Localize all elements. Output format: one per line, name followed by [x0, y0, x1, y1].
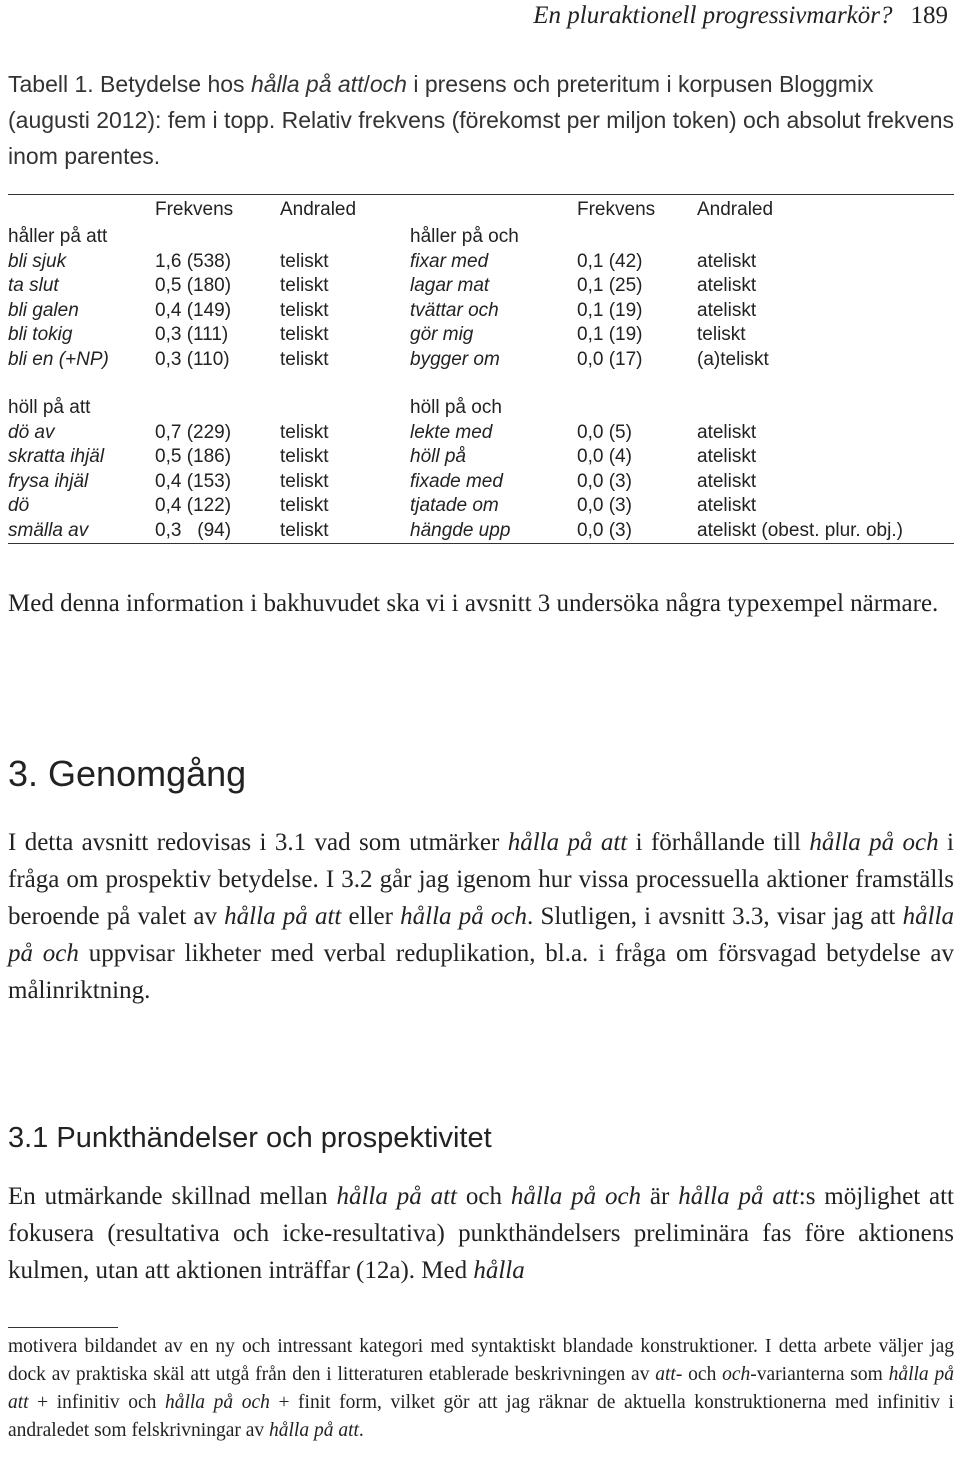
text-run: -varianterna som: [750, 1364, 889, 1385]
table-cell: smälla av: [8, 519, 155, 544]
table-cell: bli en (+NP): [8, 348, 109, 370]
group-heading-right: håller på och: [410, 226, 519, 247]
italic-run: hålla på att: [507, 829, 628, 856]
table-cell: 0,3 (110): [155, 348, 230, 370]
section-3-paragraph: [8, 824, 954, 1009]
table-row: [8, 299, 954, 324]
italic-run: att: [655, 1364, 676, 1385]
table-caption: [8, 66, 954, 174]
table-cell: bygger om: [410, 348, 500, 370]
text-run: :s möjlighet att fokusera (resultativa och icke-resultativa) punkthändelsers preliminära fas före aktionens kulmen, utan att aktionen inträffar (12a). Med: [8, 1183, 954, 1284]
table-cell: 0,0 (3): [577, 519, 697, 544]
table-cell: 0,3 (111): [155, 324, 229, 345]
table-row: [8, 274, 954, 299]
table-cell: ateliskt: [697, 250, 757, 272]
table-header-cell: Andraled: [697, 195, 954, 226]
table-cell: teliskt: [280, 495, 329, 516]
italic-run: hålla på att: [678, 1183, 799, 1210]
italic-run: hålla på och: [400, 903, 528, 930]
table-cell: frysa ihjäl: [8, 470, 89, 492]
italic-run: hålla på och: [809, 829, 939, 856]
table-cell: ateliskt: [697, 421, 757, 443]
table-header-cell: Frekvens: [155, 195, 280, 226]
text-run: eller: [341, 903, 401, 930]
italic-run: hålla på att: [8, 1364, 954, 1413]
table-cell: 0,0 (5): [577, 421, 632, 443]
table-cell: 0,1 (19): [577, 324, 643, 345]
table-cell: dö: [8, 495, 30, 516]
table-row: [8, 250, 954, 275]
table-cell: 0,0 (17): [577, 348, 643, 370]
running-head-title: En pluraktionell progressivmarkör?: [533, 2, 893, 29]
table-cell: teliskt: [280, 348, 329, 370]
table-cell: 0,0 (3): [577, 495, 632, 516]
section-heading: 3. Genomgång: [8, 753, 247, 794]
table-cell: lekte med: [410, 421, 493, 443]
table-cell: fixade med: [410, 470, 503, 492]
caption-italic: hålla på att: [250, 71, 364, 97]
table-cell: teliskt: [280, 446, 329, 467]
table-cell: 0,4 (153): [155, 470, 232, 492]
text-run: uppvisar likheter med verbal reduplikation, bl.a. i fråga om försvagad betydelse av målinriktning.: [8, 940, 954, 1004]
table-cell: tvättar och: [410, 299, 499, 321]
table-cell: fixar med: [410, 250, 489, 272]
table-cell: 0,1 (42): [577, 250, 643, 272]
table-cell: 0,5 (180): [155, 275, 232, 296]
running-head: [533, 0, 948, 32]
section-3-1-paragraph: [8, 1178, 954, 1289]
table-cell: ateliskt: [697, 299, 757, 321]
caption-italic: och: [369, 71, 407, 97]
table-cell: 0,4 (122): [155, 495, 232, 516]
table-cell: teliskt: [280, 519, 410, 544]
table-row: [8, 421, 954, 446]
page-number: 189: [910, 2, 948, 29]
table-row: [8, 323, 954, 348]
table-cell: skratta ihjäl: [8, 446, 105, 467]
table-row: [8, 445, 954, 470]
text-run: i förhållande till: [627, 829, 810, 856]
text-run: + infinitiv och: [28, 1392, 165, 1413]
table-cell: ateliskt (obest. plur. obj.): [697, 519, 954, 544]
italic-run: hålla på att: [269, 1420, 359, 1441]
table-row: [8, 519, 954, 544]
text-run: är: [641, 1183, 679, 1210]
table-header-cell: [8, 195, 155, 226]
table-cell: teliskt: [280, 275, 329, 296]
table-row: [8, 470, 954, 495]
group-heading-row: [8, 396, 954, 421]
italic-run: hålla på och: [164, 1392, 270, 1413]
table-cell: 0,0 (3): [577, 470, 632, 492]
caption-text: Tabell 1. Betydelse hos: [8, 71, 251, 97]
table-cell: 0,1 (25): [577, 275, 643, 296]
text-run: En utmärkande skillnad mellan: [8, 1183, 337, 1210]
table-cell: ta slut: [8, 275, 59, 296]
table-cell: 0,7 (229): [155, 421, 232, 443]
table-cell: 0,0 (4): [577, 446, 632, 467]
footnote: [8, 1333, 954, 1445]
text-run: . Slutligen, i avsnitt 3.3, visar jag att: [527, 903, 903, 930]
text-run: i fråga om prospektiv betydelse. I 3.2 går jag igenom hur vissa processuella aktioner framställs beroende på valet av: [8, 829, 954, 930]
table-spacer: [8, 372, 954, 396]
group-heading-row: [8, 225, 954, 250]
italic-run: hålla på att: [336, 1183, 457, 1210]
italic-run: och: [722, 1364, 751, 1385]
text-run: I detta avsnitt redovisas i 3.1 vad som utmärker: [8, 829, 508, 856]
text-run: .: [358, 1420, 364, 1441]
table-cell: 0,4 (149): [155, 299, 232, 321]
table-cell: höll på: [410, 446, 466, 467]
table-row: [8, 494, 954, 519]
table-cell: teliskt: [697, 324, 746, 345]
table-cell: 0,3 (94): [155, 519, 280, 544]
table-cell: 0,5 (186): [155, 446, 232, 467]
table-header-cell: Frekvens: [577, 195, 697, 226]
frequency-table: [8, 194, 954, 544]
table-header-cell: Andraled: [280, 195, 410, 226]
table-cell: teliskt: [280, 250, 329, 272]
table-cell: teliskt: [280, 470, 329, 492]
table-header-cell: [410, 195, 577, 226]
paragraph-after-table: Med denna information i bakhuvudet ska vi i avsnitt 3 undersöka några typexempel närmare.: [8, 590, 939, 617]
group-heading-left: höll på att: [8, 397, 91, 418]
table-cell: hängde upp: [410, 519, 577, 544]
table-header-row: [8, 195, 954, 226]
group-heading-right: höll på och: [410, 397, 502, 418]
italic-run: hålla på och: [8, 903, 954, 967]
table-cell: 1,6 (538): [155, 250, 232, 272]
table-row: [8, 348, 954, 373]
table-cell: ateliskt: [697, 470, 757, 492]
table-cell: ateliskt: [697, 446, 757, 467]
table-cell: tjatade om: [410, 495, 499, 516]
table-cell: bli galen: [8, 299, 79, 321]
table-cell: teliskt: [280, 299, 329, 321]
text-run: och: [456, 1183, 511, 1210]
table-cell: bli tokig: [8, 324, 73, 345]
table-cell: dö av: [8, 421, 55, 443]
subsection-heading: 3.1 Punkthändelser och prospektivitet: [8, 1122, 492, 1154]
caption-text: /: [363, 71, 370, 97]
table-cell: ateliskt: [697, 495, 757, 516]
table-cell: (a)teliskt: [697, 348, 769, 370]
text-run: + finit form, vilket gör att jag räknar de aktuella konstruktionerna med infinitiv i andraledet som felskrivningar av: [8, 1392, 954, 1441]
table-cell: gör mig: [410, 324, 474, 345]
table-cell: lagar mat: [410, 275, 490, 296]
text-run: motivera bildandet av en ny och intressant kategori med syntaktiskt blandade konstruktioner. I detta arbete väljer jag dock av praktiska skäl att utgå från den i litteraturen etablerade beskrivningen av: [8, 1336, 954, 1385]
italic-run: hålla på att: [224, 903, 342, 930]
table-cell: teliskt: [280, 421, 329, 443]
group-heading-left: håller på att: [8, 226, 108, 247]
footnote-separator: [8, 1327, 118, 1328]
italic-run: hålla: [473, 1257, 525, 1284]
italic-run: hålla på och: [510, 1183, 642, 1210]
table-cell: 0,1 (19): [577, 299, 643, 321]
text-run: - och: [675, 1364, 723, 1385]
table-cell: bli sjuk: [8, 250, 67, 272]
caption-text: i presens och preteritum i korpusen Bloggmix (augusti 2012): fem i topp. Relativ frekvens (förekomst per miljon token) och absolut frekvens inom parentes.: [8, 71, 954, 169]
table-cell: ateliskt: [697, 275, 757, 296]
table-cell: teliskt: [280, 324, 329, 345]
